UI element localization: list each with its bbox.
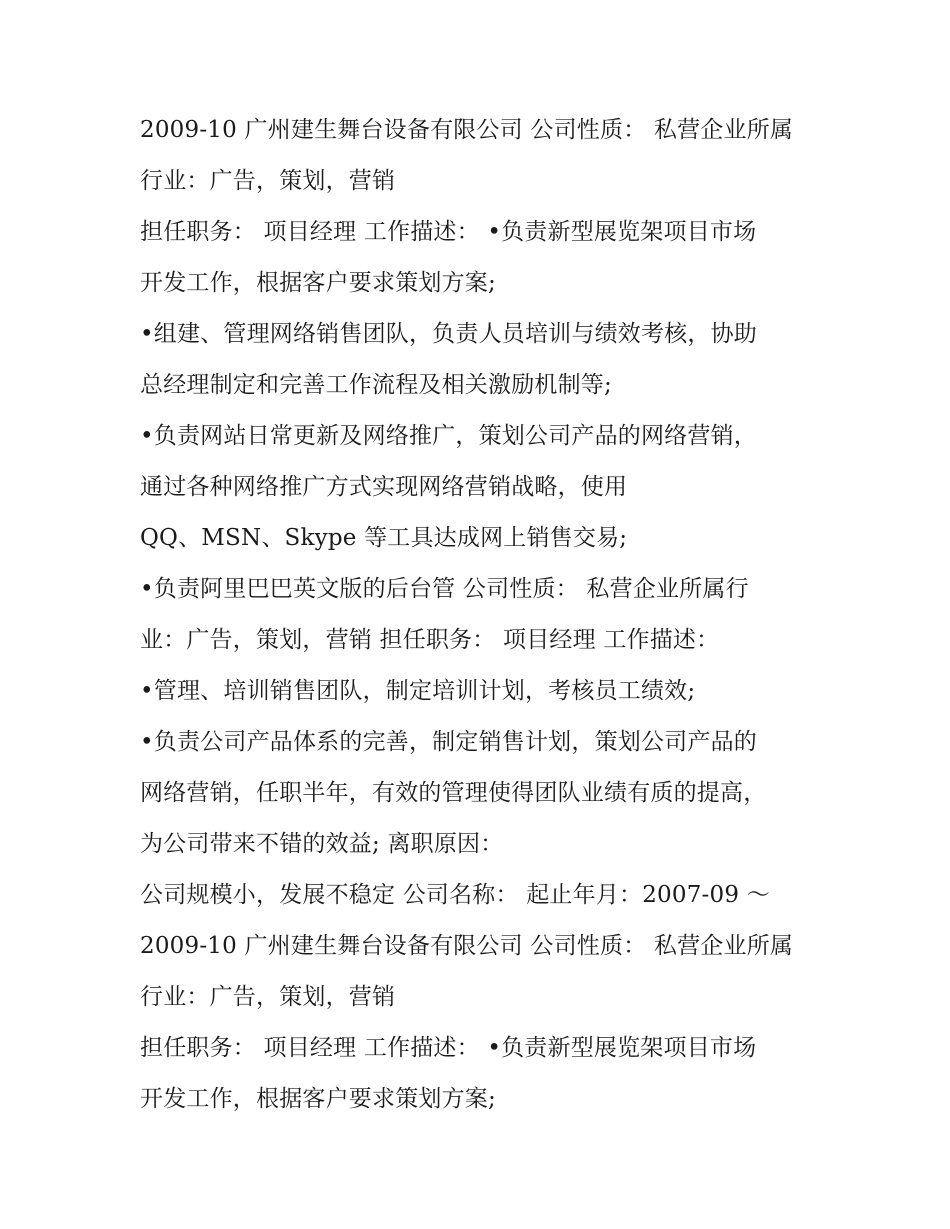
text-line: QQ、MSN、Skype 等工具达成网上销售交易;: [140, 525, 628, 551]
text-line: 行业：广告，策划，营销: [140, 168, 396, 194]
text-line: 公司规模小，发展不稳定 公司名称： 起止年月：2007-09 ～: [140, 882, 770, 908]
text-line: •管理、培训销售团队，制定培训计划，考核员工绩效;: [140, 678, 696, 704]
text-line: 开发工作，根据客户要求策划方案;: [140, 1086, 496, 1112]
document-body: [140, 105, 830, 1125]
text-line: 总经理制定和完善工作流程及相关激励机制等;: [140, 372, 612, 398]
text-line: 业：广告，策划，营销 担任职务： 项目经理 工作描述：: [140, 627, 720, 653]
text-line: •负责公司产品体系的完善，制定销售计划，策划公司产品的: [140, 729, 757, 755]
text-line: 开发工作，根据客户要求策划方案;: [140, 270, 496, 296]
text-line: •负责网站日常更新及网络推广，策划公司产品的网络营销，: [140, 423, 757, 449]
text-line: 为公司带来不错的效益; 离职原因：: [140, 831, 504, 857]
text-line: 2009-10 广州建生舞台设备有限公司 公司性质： 私营企业所属: [140, 117, 794, 143]
text-line: 通过各种网络推广方式实现网络营销战略，使用: [140, 474, 628, 500]
text-line: •负责阿里巴巴英文版的后台管 公司性质： 私营企业所属行: [140, 576, 749, 602]
text-line: 行业：广告，策划，营销: [140, 984, 396, 1010]
text-line: 担任职务： 项目经理 工作描述： •负责新型展览架项目市场: [140, 219, 757, 245]
text-line: 2009-10 广州建生舞台设备有限公司 公司性质： 私营企业所属: [140, 933, 794, 959]
text-line: •组建、管理网络销售团队，负责人员培训与绩效考核，协助: [140, 321, 757, 347]
text-line: 网络营销，任职半年，有效的管理使得团队业绩有质的提高，: [140, 780, 767, 806]
text-line: 担任职务： 项目经理 工作描述： •负责新型展览架项目市场: [140, 1035, 757, 1061]
